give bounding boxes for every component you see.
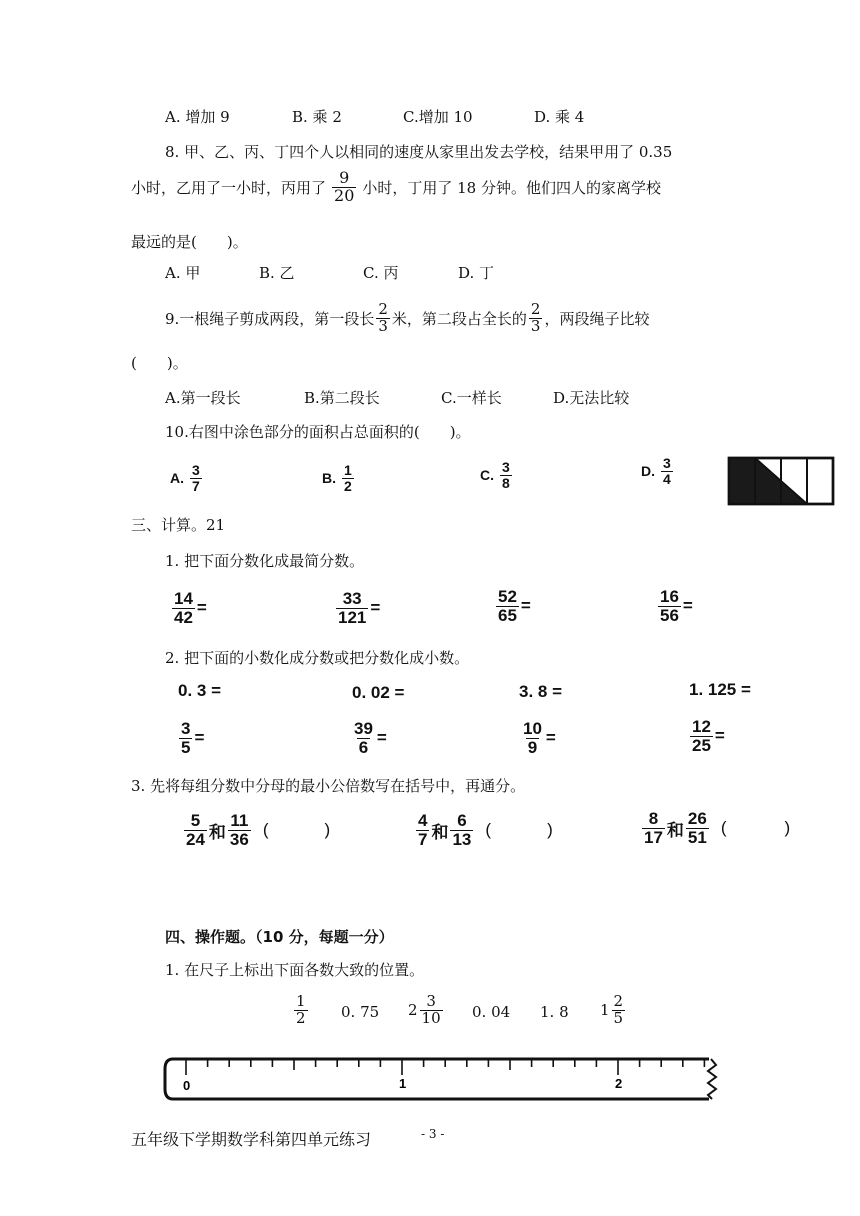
mixed-whole: 2 bbox=[408, 1001, 418, 1020]
lcm-pair-1-fraction-b: $\frac{11}{36}$ bbox=[229, 811, 249, 849]
q8-line2-b: 小时，丁用了 18 分钟。他们四人的家离学校 bbox=[362, 178, 661, 197]
lcm-pair-2 bbox=[414, 812, 553, 849]
ruler-label-1: 1 bbox=[399, 1076, 407, 1091]
lcm-pair-3-fraction-a: $\frac{8}{17}$ bbox=[644, 809, 663, 847]
decimal-item-1: 0. 3 = bbox=[178, 681, 222, 700]
q8-line3: 最远的是( )。 bbox=[131, 233, 248, 251]
q9-fraction-1: $\frac{2}{3}$ bbox=[378, 300, 388, 335]
answer-paren-close: ) bbox=[547, 820, 553, 840]
page-number: - 3 - bbox=[421, 1127, 445, 1141]
q10-text: 10.右图中涂色部分的面积占总面积的( )。 bbox=[165, 423, 471, 441]
simplify-item-1 bbox=[170, 590, 207, 627]
q9-option-d: D.无法比较 bbox=[553, 389, 630, 407]
answer-paren-open: ( bbox=[720, 818, 727, 838]
q7-option-c: C.增加 10 bbox=[403, 108, 473, 126]
q9-line2: ( )。 bbox=[131, 354, 188, 372]
convert-fraction-item-2 bbox=[350, 720, 387, 757]
equals-sign: = bbox=[682, 596, 693, 616]
q10-option-c-fraction: $\frac{3}{8}$ bbox=[502, 459, 510, 491]
mixed-fraction: $\frac{2}{5}$ bbox=[613, 992, 624, 1027]
ruler-ticks bbox=[186, 1059, 704, 1075]
q10-option-a-fraction: $\frac{3}{7}$ bbox=[192, 462, 200, 494]
equals-sign: = bbox=[194, 728, 205, 748]
lcm-pair-1-fraction-a: $\frac{5}{24}$ bbox=[186, 811, 205, 849]
answer-paren-open: ( bbox=[485, 820, 492, 840]
section4-part1-instruction: 1. 在尺子上标出下面各数大致的位置。 bbox=[165, 961, 425, 979]
decimal-item-2: 0. 02 = bbox=[352, 683, 405, 702]
q9-option-b: B.第二段长 bbox=[304, 389, 380, 407]
convert-fraction-4: $\frac{12}{25}$ bbox=[692, 717, 711, 755]
convert-fraction-1: $\frac{3}{5}$ bbox=[181, 719, 191, 757]
answer-paren-close: ) bbox=[324, 820, 331, 840]
number-half-fraction: $\frac{1}{2}$ bbox=[296, 992, 306, 1027]
q10-shaded-figure bbox=[725, 454, 837, 508]
q8-line2-a: 小时，乙用了一小时，丙用了 bbox=[131, 178, 327, 197]
mixed-whole: 1 bbox=[600, 1001, 610, 1020]
decimal-item-4: 1. 125 = bbox=[689, 680, 751, 699]
q9-text-c: ，两段绳子比较 bbox=[544, 309, 650, 328]
q8-option-a: A. 甲 bbox=[165, 264, 201, 282]
convert-fraction-item-1 bbox=[177, 720, 204, 757]
equals-sign: = bbox=[376, 728, 387, 748]
simplify-item-3 bbox=[494, 588, 531, 625]
q8-option-d: D. 丁 bbox=[458, 264, 495, 282]
number-0-75: 0. 75 bbox=[341, 1003, 380, 1021]
simplify-fraction-2: $\frac{33}{121}$ bbox=[338, 589, 367, 627]
q7-option-a: A. 增加 9 bbox=[165, 108, 230, 126]
equals-sign: = bbox=[714, 726, 725, 746]
convert-fraction-3: $\frac{10}{9}$ bbox=[523, 719, 542, 757]
footer-title: 五年级下学期数学科第四单元练习 bbox=[131, 1130, 372, 1149]
simplify-item-2 bbox=[334, 590, 380, 627]
q9-option-c: C.一样长 bbox=[441, 389, 502, 407]
convert-fraction-item-3 bbox=[519, 720, 556, 757]
number-0-04: 0. 04 bbox=[472, 1003, 511, 1021]
q10-option-d-fraction: $\frac{3}{4}$ bbox=[663, 455, 671, 487]
q10-option-b: B. $\frac{1}{2}$ bbox=[322, 462, 352, 494]
q10-option-c: C. $\frac{3}{8}$ bbox=[480, 459, 510, 491]
equals-sign: = bbox=[196, 598, 207, 618]
number-1-2-5 bbox=[600, 994, 627, 1027]
section3-part1-instruction: 1. 把下面分数化成最简分数。 bbox=[165, 552, 365, 570]
mixed-fraction: $\frac{3}{10}$ bbox=[421, 992, 441, 1027]
q8-option-b: B. 乙 bbox=[259, 264, 295, 282]
q8-fraction: $\frac{9}{20}$ bbox=[334, 168, 355, 205]
and-word: 和 bbox=[431, 822, 449, 842]
q9-text-a: 9.一根绳子剪成两段，第一段长 bbox=[165, 309, 375, 328]
section3-title: 三、计算。21 bbox=[131, 516, 226, 534]
lcm-pair-3 bbox=[640, 810, 790, 847]
q10-option-b-fraction: $\frac{1}{2}$ bbox=[344, 462, 352, 494]
number-2-3-10 bbox=[408, 994, 445, 1027]
answer-paren-open: ( bbox=[262, 820, 269, 840]
section4-title: 四、操作题。（10 分，每题一分） bbox=[165, 928, 394, 946]
ruler-label-0: 0 bbox=[183, 1078, 191, 1093]
lcm-pair-2-fraction-b: $\frac{6}{13}$ bbox=[452, 811, 472, 849]
simplify-fraction-1: $\frac{14}{42}$ bbox=[174, 589, 193, 627]
equals-sign: = bbox=[370, 598, 381, 618]
q9-line1 bbox=[165, 302, 649, 335]
ruler-label-2: 2 bbox=[615, 1076, 623, 1091]
simplify-item-4 bbox=[656, 588, 693, 625]
q7-option-b: B. 乘 2 bbox=[292, 108, 342, 126]
number-half bbox=[292, 994, 310, 1027]
q10-option-a: A. $\frac{3}{7}$ bbox=[170, 462, 200, 494]
convert-fraction-item-4 bbox=[688, 718, 725, 755]
equals-sign: = bbox=[545, 728, 556, 748]
lcm-pair-2-fraction-a: $\frac{4}{7}$ bbox=[418, 811, 428, 849]
section3-part2-instruction: 2. 把下面的小数化成分数或把分数化成小数。 bbox=[165, 649, 470, 667]
convert-fraction-2: $\frac{39}{6}$ bbox=[354, 719, 373, 757]
q10-option-d: D. $\frac{3}{4}$ bbox=[641, 455, 671, 487]
q8-option-c: C. 丙 bbox=[363, 264, 399, 282]
ruler[interactable] bbox=[163, 1055, 729, 1103]
q8-line1: 8. 甲、乙、丙、丁四个人以相同的速度从家里出发去学校，结果甲用了 0.35 bbox=[165, 143, 673, 161]
section3-part3-instruction: 3. 先将每组分数中分母的最小公倍数写在括号中，再通分。 bbox=[131, 777, 526, 795]
simplify-fraction-4: $\frac{16}{56}$ bbox=[660, 587, 679, 625]
and-word: 和 bbox=[208, 822, 226, 842]
lcm-pair-1 bbox=[182, 812, 330, 849]
answer-paren-close: ) bbox=[784, 818, 791, 838]
lcm-pair-3-fraction-b: $\frac{26}{51}$ bbox=[687, 809, 707, 847]
and-word: 和 bbox=[666, 820, 684, 840]
decimal-item-3: 3. 8 = bbox=[519, 682, 563, 701]
equals-sign: = bbox=[520, 596, 531, 616]
q9-fraction-2: $\frac{2}{3}$ bbox=[530, 300, 541, 335]
simplify-fraction-3: $\frac{52}{65}$ bbox=[498, 587, 517, 625]
q9-option-a: A.第一段长 bbox=[165, 389, 241, 407]
number-1-8: 1. 8 bbox=[540, 1003, 569, 1021]
q9-text-b: 米，第二段占全长的 bbox=[391, 309, 527, 328]
q7-option-d: D. 乘 4 bbox=[534, 108, 585, 126]
q8-line2 bbox=[131, 170, 661, 205]
